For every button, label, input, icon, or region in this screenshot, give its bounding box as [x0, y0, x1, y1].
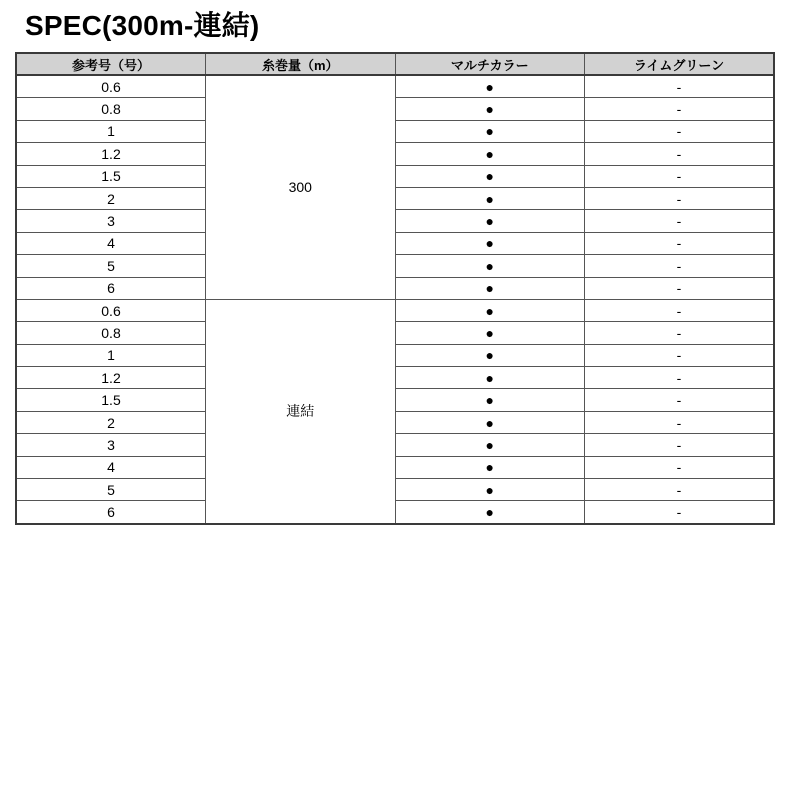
table-row [16, 434, 774, 456]
table-row [16, 232, 774, 254]
spec-table [15, 52, 775, 525]
cell-multicolor-mark: ● [395, 143, 585, 165]
cell-size: 1 [16, 344, 206, 366]
header-row [16, 53, 774, 75]
cell-multicolor-mark: ● [395, 75, 585, 98]
table-row [16, 120, 774, 142]
cell-size: 0.6 [16, 75, 206, 98]
cell-limegreen-mark: - [585, 389, 775, 411]
cell-size: 4 [16, 456, 206, 478]
cell-multicolor-mark: ● [395, 434, 585, 456]
table-row [16, 501, 774, 524]
cell-size: 1 [16, 120, 206, 142]
cell-limegreen-mark: - [585, 367, 775, 389]
cell-limegreen-mark: - [585, 456, 775, 478]
cell-size: 6 [16, 501, 206, 524]
table-row [16, 456, 774, 478]
table-row [16, 322, 774, 344]
cell-limegreen-mark: - [585, 411, 775, 433]
cell-size: 2 [16, 411, 206, 433]
cell-capacity: 連結 [206, 299, 396, 523]
cell-size: 0.8 [16, 98, 206, 120]
table-row [16, 479, 774, 501]
table-row [16, 255, 774, 277]
cell-size: 0.6 [16, 299, 206, 321]
cell-multicolor-mark: ● [395, 389, 585, 411]
cell-multicolor-mark: ● [395, 255, 585, 277]
cell-multicolor-mark: ● [395, 210, 585, 232]
cell-size: 5 [16, 479, 206, 501]
cell-limegreen-mark: - [585, 75, 775, 98]
header-multicolor: マルチカラー [395, 53, 585, 75]
page-title: SPEC(300m-連結) [25, 10, 260, 41]
table-row [16, 299, 774, 321]
cell-limegreen-mark: - [585, 143, 775, 165]
table-row [16, 143, 774, 165]
cell-limegreen-mark: - [585, 187, 775, 209]
table-row [16, 210, 774, 232]
cell-limegreen-mark: - [585, 277, 775, 299]
cell-size: 5 [16, 255, 206, 277]
cell-multicolor-mark: ● [395, 411, 585, 433]
cell-size: 1.2 [16, 143, 206, 165]
cell-limegreen-mark: - [585, 322, 775, 344]
cell-limegreen-mark: - [585, 165, 775, 187]
cell-limegreen-mark: - [585, 434, 775, 456]
table-row [16, 165, 774, 187]
cell-multicolor-mark: ● [395, 277, 585, 299]
cell-multicolor-mark: ● [395, 98, 585, 120]
cell-limegreen-mark: - [585, 98, 775, 120]
cell-multicolor-mark: ● [395, 232, 585, 254]
cell-limegreen-mark: - [585, 299, 775, 321]
cell-size: 1.5 [16, 389, 206, 411]
table-row [16, 187, 774, 209]
cell-multicolor-mark: ● [395, 322, 585, 344]
cell-multicolor-mark: ● [395, 165, 585, 187]
cell-multicolor-mark: ● [395, 367, 585, 389]
cell-capacity: 300 [206, 75, 396, 299]
table-row [16, 389, 774, 411]
header-capacity: 糸巻量（m） [206, 53, 396, 75]
cell-limegreen-mark: - [585, 232, 775, 254]
cell-size: 6 [16, 277, 206, 299]
cell-multicolor-mark: ● [395, 120, 585, 142]
header-size: 参考号（号） [16, 53, 206, 75]
cell-size: 1.5 [16, 165, 206, 187]
spec-table-header [16, 53, 774, 75]
table-row [16, 75, 774, 98]
header-limegreen: ライムグリーン [585, 53, 775, 75]
cell-size: 3 [16, 434, 206, 456]
cell-limegreen-mark: - [585, 210, 775, 232]
cell-multicolor-mark: ● [395, 501, 585, 524]
cell-limegreen-mark: - [585, 344, 775, 366]
table-row [16, 277, 774, 299]
cell-multicolor-mark: ● [395, 344, 585, 366]
table-row [16, 344, 774, 366]
cell-limegreen-mark: - [585, 501, 775, 524]
cell-limegreen-mark: - [585, 479, 775, 501]
cell-size: 1.2 [16, 367, 206, 389]
cell-multicolor-mark: ● [395, 299, 585, 321]
cell-size: 3 [16, 210, 206, 232]
spec-table-body [16, 75, 774, 524]
cell-size: 0.8 [16, 322, 206, 344]
table-row [16, 411, 774, 433]
cell-multicolor-mark: ● [395, 187, 585, 209]
table-row [16, 98, 774, 120]
cell-multicolor-mark: ● [395, 479, 585, 501]
cell-multicolor-mark: ● [395, 456, 585, 478]
cell-size: 4 [16, 232, 206, 254]
table-row [16, 367, 774, 389]
cell-limegreen-mark: - [585, 255, 775, 277]
cell-size: 2 [16, 187, 206, 209]
cell-limegreen-mark: - [585, 120, 775, 142]
